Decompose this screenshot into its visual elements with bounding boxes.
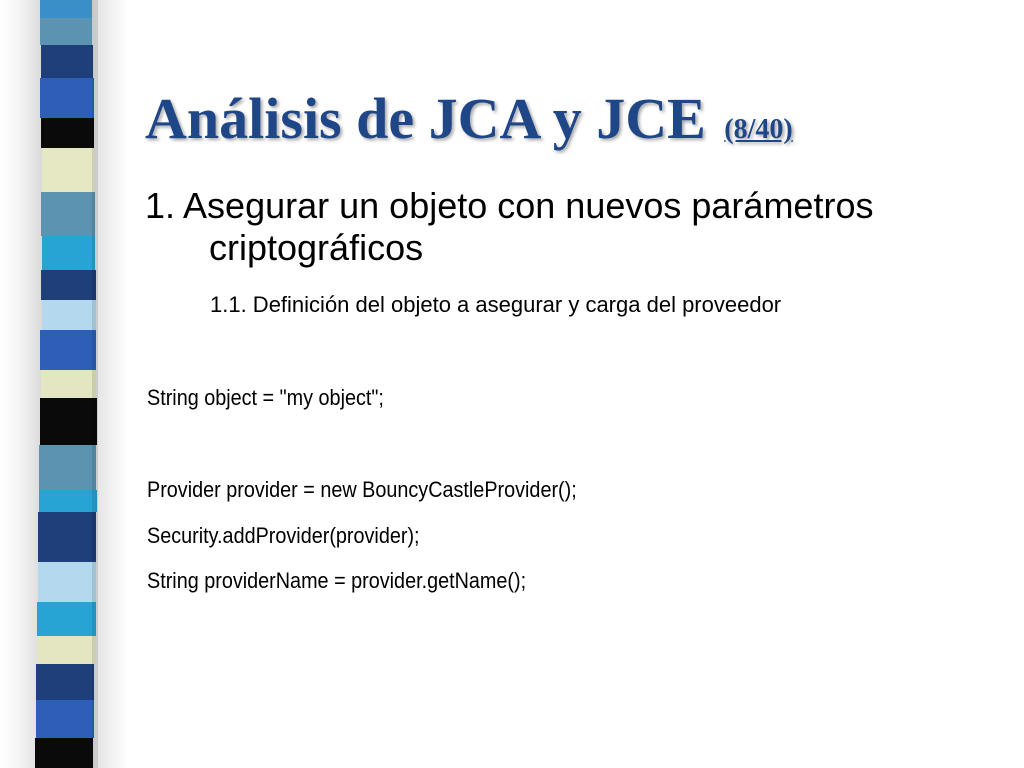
strip-block xyxy=(36,700,94,738)
strip-block xyxy=(38,512,96,562)
decorative-side-strip xyxy=(0,0,130,768)
slide-title xyxy=(145,84,793,165)
main-bullet-line1: Asegurar un objeto con nuevos parámetros xyxy=(183,185,874,226)
strip-block xyxy=(41,192,95,236)
strip-block xyxy=(41,118,94,148)
strip-block xyxy=(37,636,95,664)
strip-block xyxy=(40,398,97,445)
strip-block xyxy=(40,330,96,370)
strip-block xyxy=(40,78,94,118)
slide-title-text: Análisis de JCA y JCE xyxy=(145,86,706,151)
strip-block xyxy=(39,490,97,512)
main-bullet xyxy=(145,185,985,269)
strip-block xyxy=(41,270,96,300)
strip-shade xyxy=(92,0,98,768)
slide-counter: (8/40) xyxy=(724,114,793,145)
sub-bullet: 1.1. Definición del objeto a asegurar y carga del proveedor xyxy=(210,292,782,317)
strip-block xyxy=(40,0,92,18)
code-line: String object = "my object"; xyxy=(147,385,384,410)
strip-block xyxy=(41,45,93,78)
strip-block xyxy=(40,18,92,45)
decorative-strip-graphic xyxy=(0,0,130,768)
strip-block xyxy=(42,236,95,270)
strip-block xyxy=(37,602,96,636)
code-line: Provider provider = new BouncyCastleProvider(); xyxy=(147,477,577,502)
main-bullet-number: 1. xyxy=(145,185,176,226)
main-bullet-line2: criptográficos xyxy=(209,227,424,268)
strip-block xyxy=(35,738,93,768)
strip-block xyxy=(38,562,96,602)
code-line: Security.addProvider(provider); xyxy=(147,523,420,548)
strip-block xyxy=(36,664,94,700)
strip-block xyxy=(39,445,96,490)
strip-block xyxy=(42,300,96,330)
strip-block xyxy=(41,370,96,398)
code-line: String providerName = provider.getName(); xyxy=(147,568,527,593)
strip-block xyxy=(42,148,94,192)
